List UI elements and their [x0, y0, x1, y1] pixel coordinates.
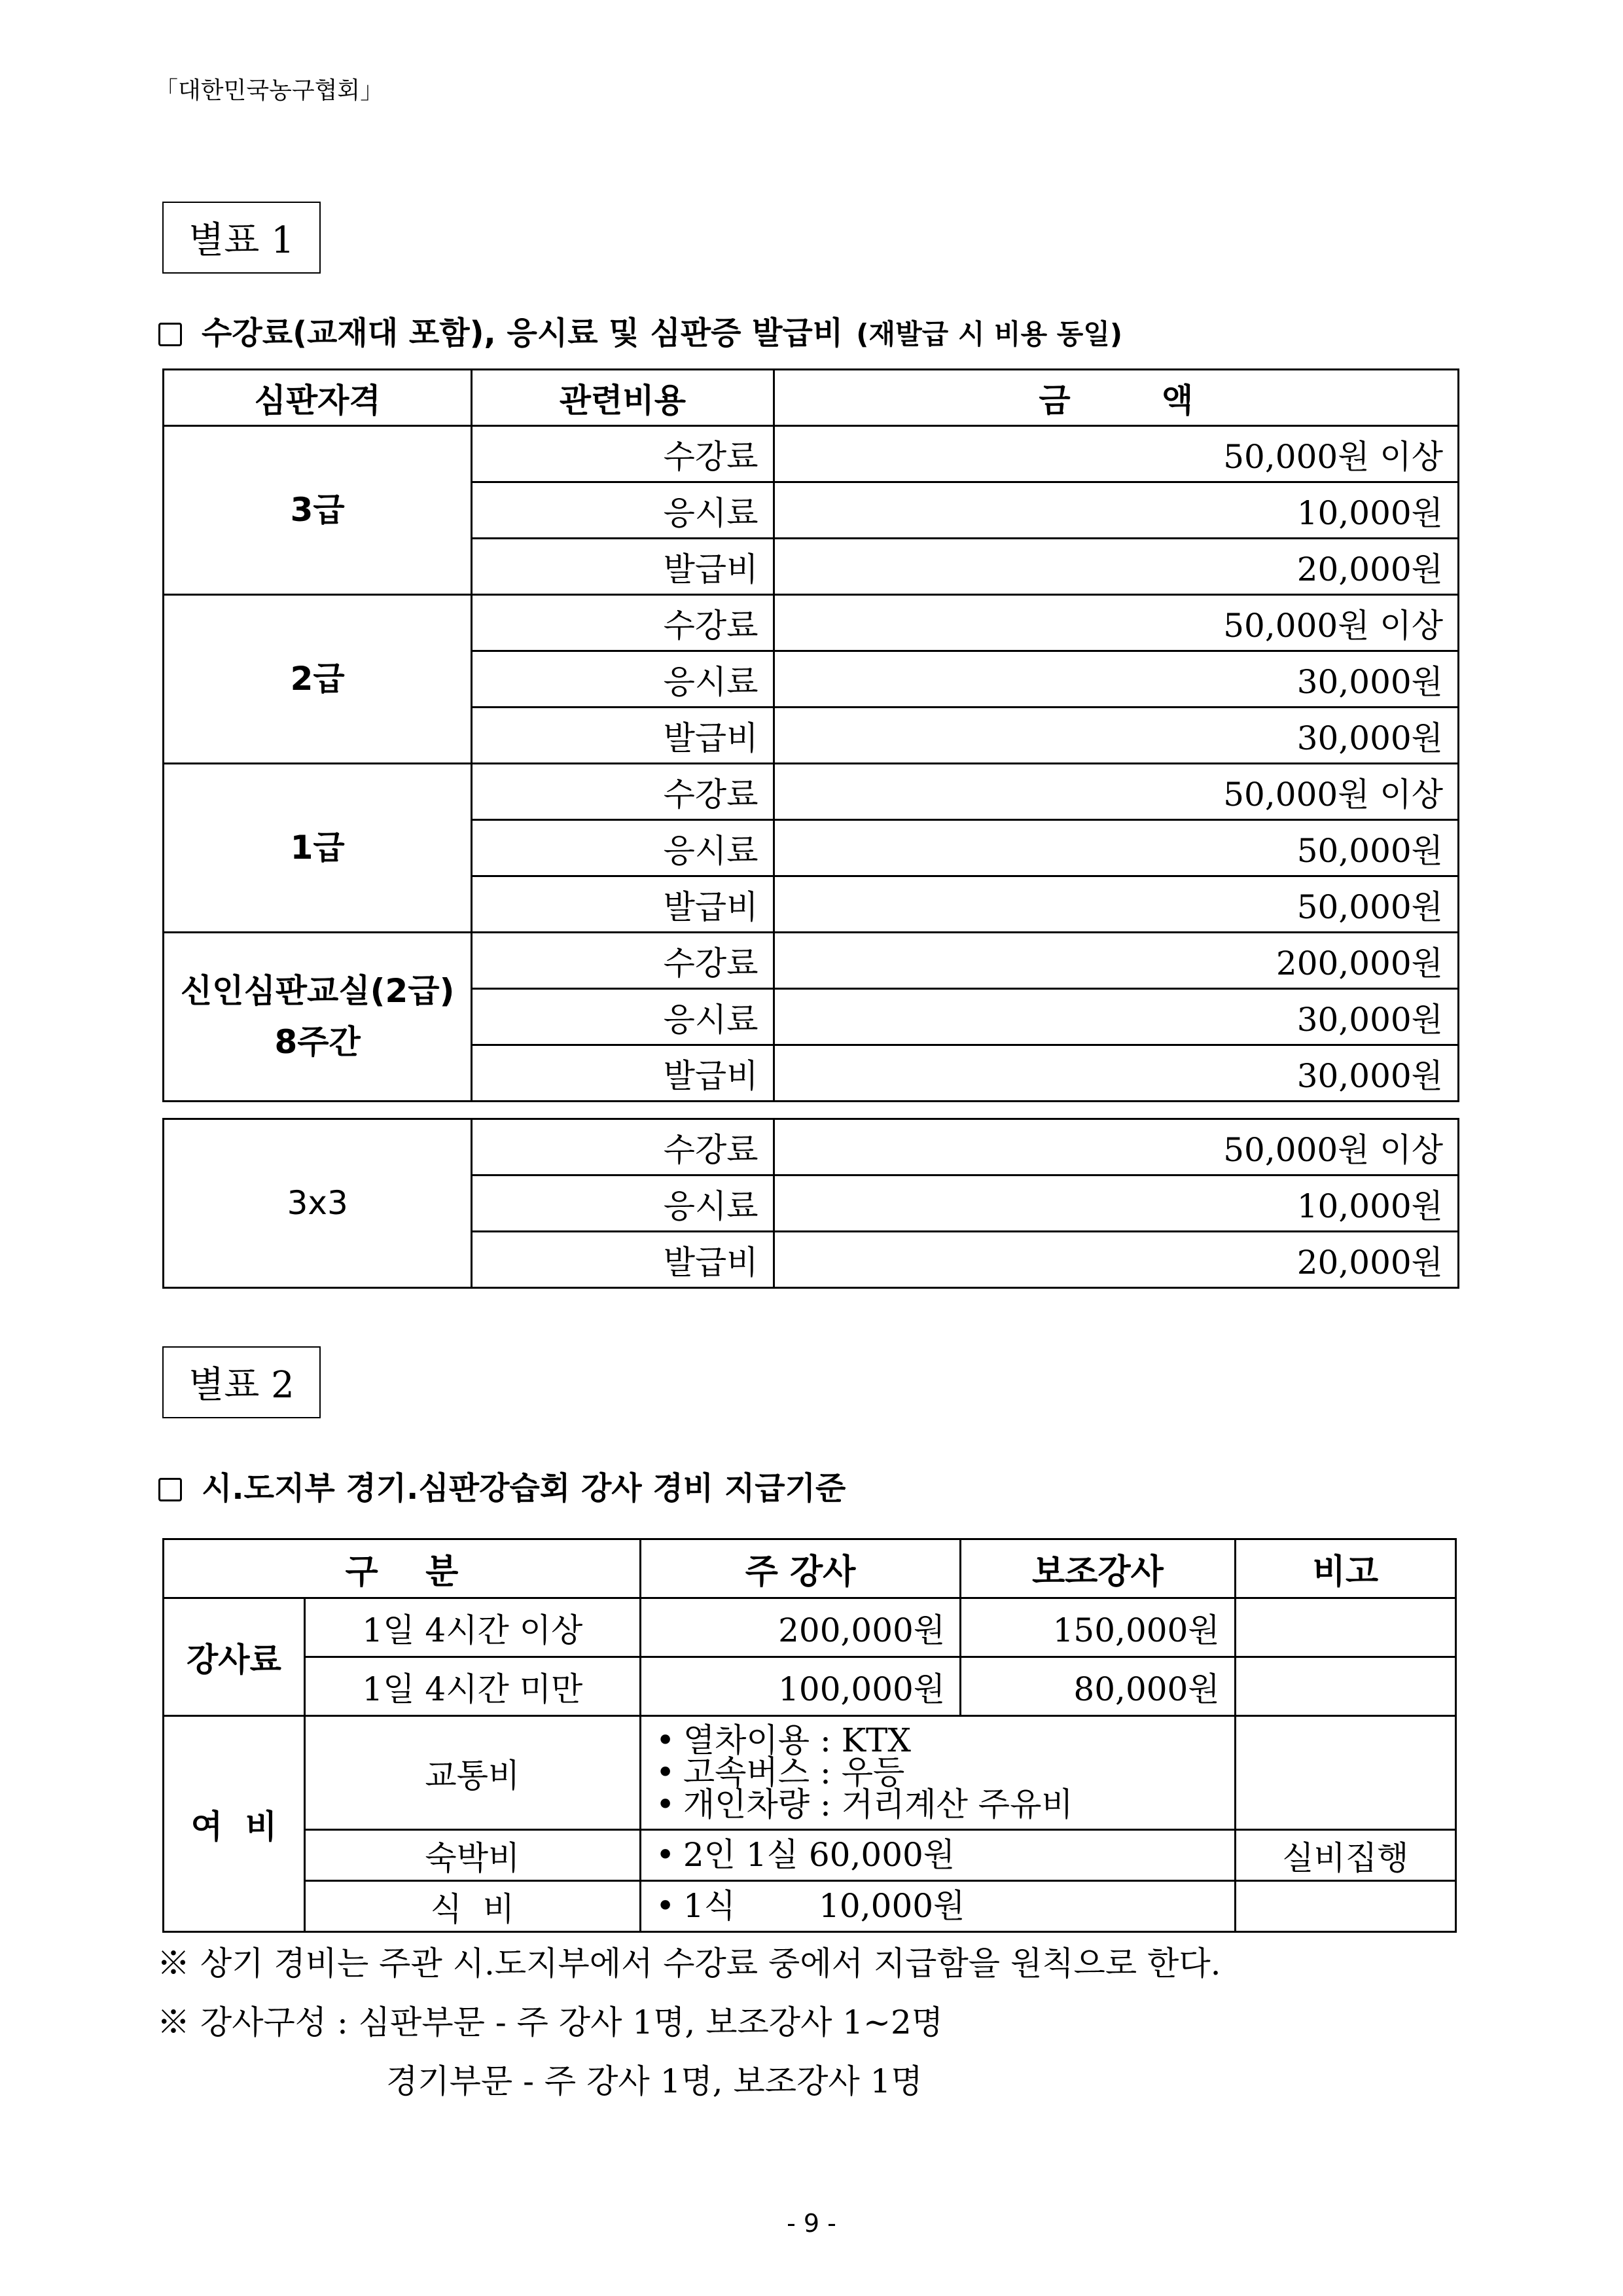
- table2-title-text: 시.도지부 경기.심판강습회 강사 경비 지급기준: [202, 1470, 846, 1507]
- meal-label: 식 비: [304, 1881, 640, 1932]
- main-instructor-fee: 200,000원: [640, 1598, 960, 1657]
- list-item: • 1식 10,000원: [651, 1890, 1220, 1922]
- appendix-2-label: 별표 2: [162, 1346, 321, 1418]
- amount: 20,000원: [774, 539, 1458, 595]
- table-row: [164, 426, 1459, 482]
- transport-details: [640, 1716, 1235, 1830]
- remark-cell: [1235, 1881, 1455, 1932]
- grade-cell: [164, 933, 472, 1102]
- column-header: 심판자격: [164, 370, 472, 426]
- meal-details: [640, 1881, 1235, 1932]
- amount: 30,000원: [774, 1045, 1458, 1102]
- main-instructor-fee: 100,000원: [640, 1657, 960, 1716]
- transport-label: 교통비: [304, 1716, 640, 1830]
- assistant-fee: 80,000원: [961, 1657, 1236, 1716]
- list-item: • 2인 1실 60,000원: [651, 1839, 1220, 1871]
- column-header: 구 분: [164, 1539, 641, 1598]
- amount: 50,000원: [774, 820, 1458, 876]
- table1-title: [158, 308, 1122, 353]
- cost-type: 발급비: [472, 1232, 774, 1288]
- amount: 50,000원 이상: [774, 426, 1458, 482]
- note-instructor-composition-cont: 경기부문 - 주 강사 1명, 보조강사 1명: [386, 2062, 923, 2100]
- cost-type: 응시료: [472, 1175, 774, 1232]
- fee-table-3x3: [162, 1118, 1459, 1289]
- table-row: [164, 595, 1459, 651]
- list-item: • 열차이용 : KTX: [651, 1725, 1220, 1757]
- column-header: 비고: [1235, 1539, 1455, 1598]
- amount: 30,000원: [774, 708, 1458, 764]
- cost-type: 발급비: [472, 876, 774, 933]
- note-expense-source: ※ 상기 경비는 주관 시.도지부에서 수강료 중에서 지급함을 원칙으로 한다.: [157, 1945, 1221, 1982]
- amount: 200,000원: [774, 933, 1458, 989]
- cost-type: 응시료: [472, 989, 774, 1045]
- table1-title-text: 수강료(교재대 포함), 응시료 및 심판증 발급비: [202, 315, 844, 351]
- table-row: [164, 1830, 1456, 1881]
- amount: 30,000원: [774, 651, 1458, 708]
- column-header: 보조강사: [961, 1539, 1236, 1598]
- instructor-expense-table: [162, 1538, 1457, 1933]
- cost-type: 수강료: [472, 426, 774, 482]
- cost-type: 응시료: [472, 651, 774, 708]
- table1-title-note: (재발급 시 비용 동일): [856, 318, 1123, 350]
- appendix-1-label: 별표 1: [162, 202, 321, 274]
- table-row: [164, 1716, 1456, 1830]
- amount: 50,000원: [774, 876, 1458, 933]
- cost-type: 발급비: [472, 1045, 774, 1102]
- list-item: • 고속버스 : 우등: [651, 1757, 1220, 1789]
- table-row: [164, 1119, 1459, 1175]
- note-instructor-composition: ※ 강사구성 : 심판부문 - 주 강사 1명, 보조강사 1~2명: [157, 2003, 944, 2041]
- grade-cell: 1급: [164, 764, 472, 933]
- table-row: [164, 764, 1459, 820]
- remark-cell: 실비집행: [1235, 1830, 1455, 1881]
- column-header: 금 액: [774, 370, 1458, 426]
- cost-type: 수강료: [472, 1119, 774, 1175]
- grade-cell: 2급: [164, 595, 472, 764]
- list-item: • 개인차량 : 거리계산 주유비: [651, 1789, 1220, 1821]
- table-row: [164, 1657, 1456, 1716]
- column-header: 주 강사: [640, 1539, 960, 1598]
- grade-cell: 3x3: [164, 1119, 472, 1288]
- amount: 50,000원 이상: [774, 764, 1458, 820]
- travel-category: 여 비: [164, 1716, 305, 1932]
- amount: 50,000원 이상: [774, 1119, 1458, 1175]
- page-number: - 9 -: [787, 2209, 836, 2238]
- cost-type: 응시료: [472, 482, 774, 539]
- column-header: 관련비용: [472, 370, 774, 426]
- remark-cell: [1235, 1657, 1455, 1716]
- amount: 10,000원: [774, 1175, 1458, 1232]
- checkbox-icon: [158, 1478, 182, 1501]
- cost-type: 수강료: [472, 764, 774, 820]
- table-row: [164, 933, 1459, 989]
- amount: 50,000원 이상: [774, 595, 1458, 651]
- organization-header: 「대한민국농구협회」: [154, 77, 384, 104]
- cost-type: 발급비: [472, 708, 774, 764]
- table-row: [164, 1598, 1456, 1657]
- assistant-fee: 150,000원: [961, 1598, 1236, 1657]
- grade-duration: 8주간: [274, 1022, 361, 1061]
- remark-cell: [1235, 1716, 1455, 1830]
- grade-cell: 3급: [164, 426, 472, 595]
- cost-type: 발급비: [472, 539, 774, 595]
- cost-type: 응시료: [472, 820, 774, 876]
- fee-table: [162, 368, 1459, 1102]
- cost-type: 수강료: [472, 595, 774, 651]
- table2-title: [158, 1463, 846, 1508]
- amount: 20,000원: [774, 1232, 1458, 1288]
- lodging-details: [640, 1830, 1235, 1881]
- remark-cell: [1235, 1598, 1455, 1657]
- cost-type: 수강료: [472, 933, 774, 989]
- table-row: [164, 1881, 1456, 1932]
- table-header-row: [164, 370, 1459, 426]
- fee-category: 강사료: [164, 1598, 305, 1716]
- table-header-row: [164, 1539, 1456, 1598]
- amount: 10,000원: [774, 482, 1458, 539]
- duration-cell: 1일 4시간 이상: [304, 1598, 640, 1657]
- checkbox-icon: [158, 323, 182, 346]
- grade-name: 신인심판교실(2급): [180, 972, 455, 1010]
- duration-cell: 1일 4시간 미만: [304, 1657, 640, 1716]
- lodging-label: 숙박비: [304, 1830, 640, 1881]
- amount: 30,000원: [774, 989, 1458, 1045]
